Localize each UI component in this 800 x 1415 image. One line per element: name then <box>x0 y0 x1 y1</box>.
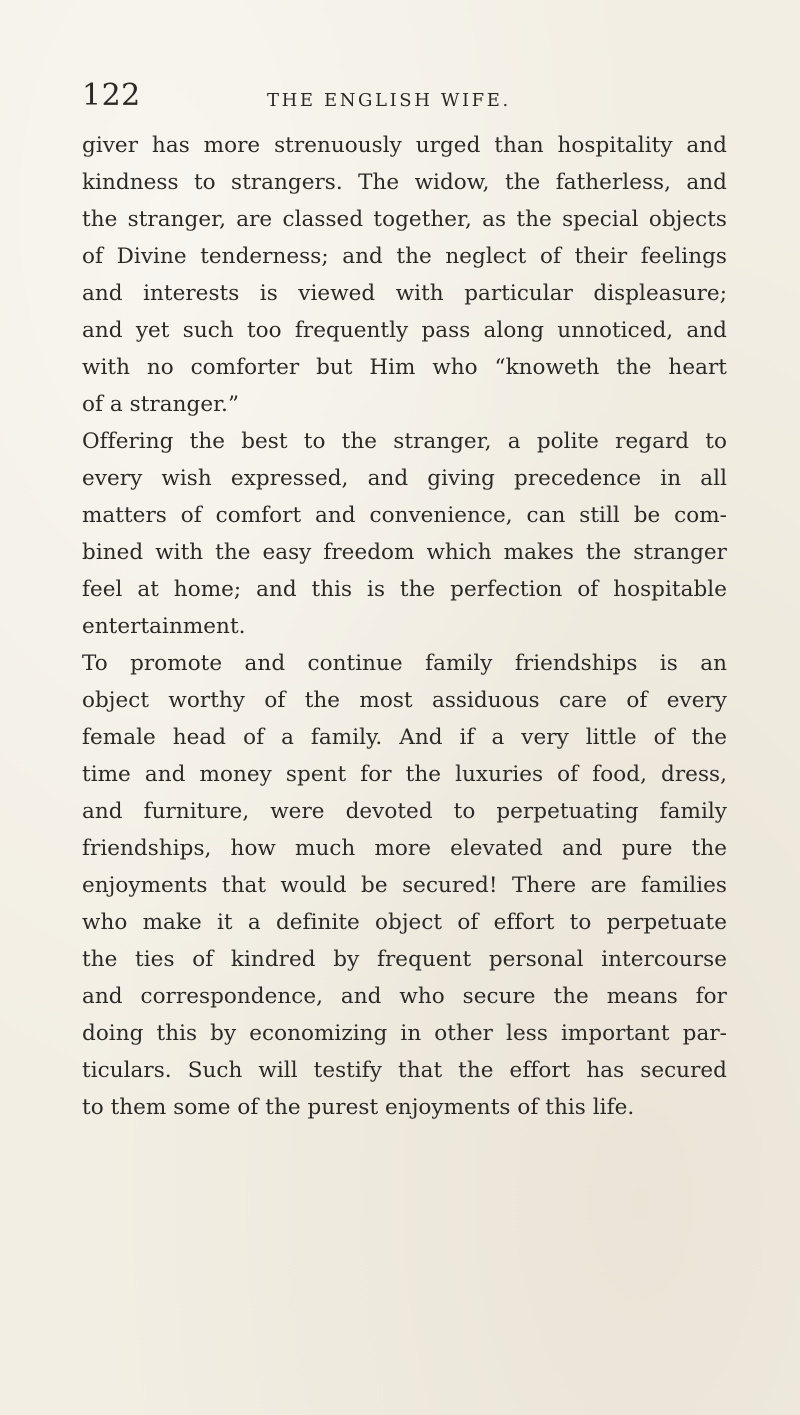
running-head: THE ENGLISH WIFE. <box>267 90 511 111</box>
text-line: giver has more strenuously urged than hospitality and <box>82 133 727 158</box>
text-line: of a stranger.” <box>82 392 239 417</box>
text-line: Offering the best to the stranger, a polite regard to <box>82 429 727 454</box>
text-line: with no comforter but Him who “knoweth the heart <box>82 355 727 380</box>
text-line: feel at home; and this is the perfection of hospitable <box>82 577 727 602</box>
text-line: the ties of kindred by frequent personal intercourse <box>82 947 727 972</box>
text-line: who make it a definite object of effort to perpetuate <box>82 910 727 935</box>
text-line: ticulars. Such will testify that the effort has secured <box>82 1058 727 1083</box>
text-line: of Divine tenderness; and the neglect of their feelings <box>82 244 727 269</box>
text-line: enjoyments that would be secured! There are families <box>82 873 727 898</box>
text-line: the stranger, are classed together, as the special objects <box>82 207 727 232</box>
text-line: kindness to strangers. The widow, the fatherless, and <box>82 170 727 195</box>
page-header <box>82 78 722 120</box>
text-line: doing this by economizing in other less important par- <box>82 1021 727 1046</box>
text-line: bined with the easy freedom which makes the stranger <box>82 540 727 565</box>
text-line: matters of comfort and convenience, can still be com- <box>82 503 727 528</box>
text-line: to them some of the purest enjoyments of this life. <box>82 1095 635 1120</box>
text-line: female head of a family. And if a very little of the <box>82 725 727 750</box>
text-line: and yet such too frequently pass along unnoticed, and <box>82 318 727 343</box>
body-text <box>82 127 727 1126</box>
text-line: object worthy of the most assiduous care of every <box>82 688 727 713</box>
text-line: friendships, how much more elevated and pure the <box>82 836 727 861</box>
text-line: and correspondence, and who secure the means for <box>82 984 727 1009</box>
text-line: entertainment. <box>82 614 246 639</box>
text-line: To promote and continue family friendships is an <box>82 651 727 676</box>
text-line: every wish expressed, and giving precedence in all <box>82 466 727 491</box>
page-number: 122 <box>82 78 141 113</box>
text-line: time and money spent for the luxuries of food, dress, <box>82 762 727 787</box>
text-line: and interests is viewed with particular displeasure; <box>82 281 727 306</box>
text-line: and furniture, were devoted to perpetuating family <box>82 799 727 824</box>
